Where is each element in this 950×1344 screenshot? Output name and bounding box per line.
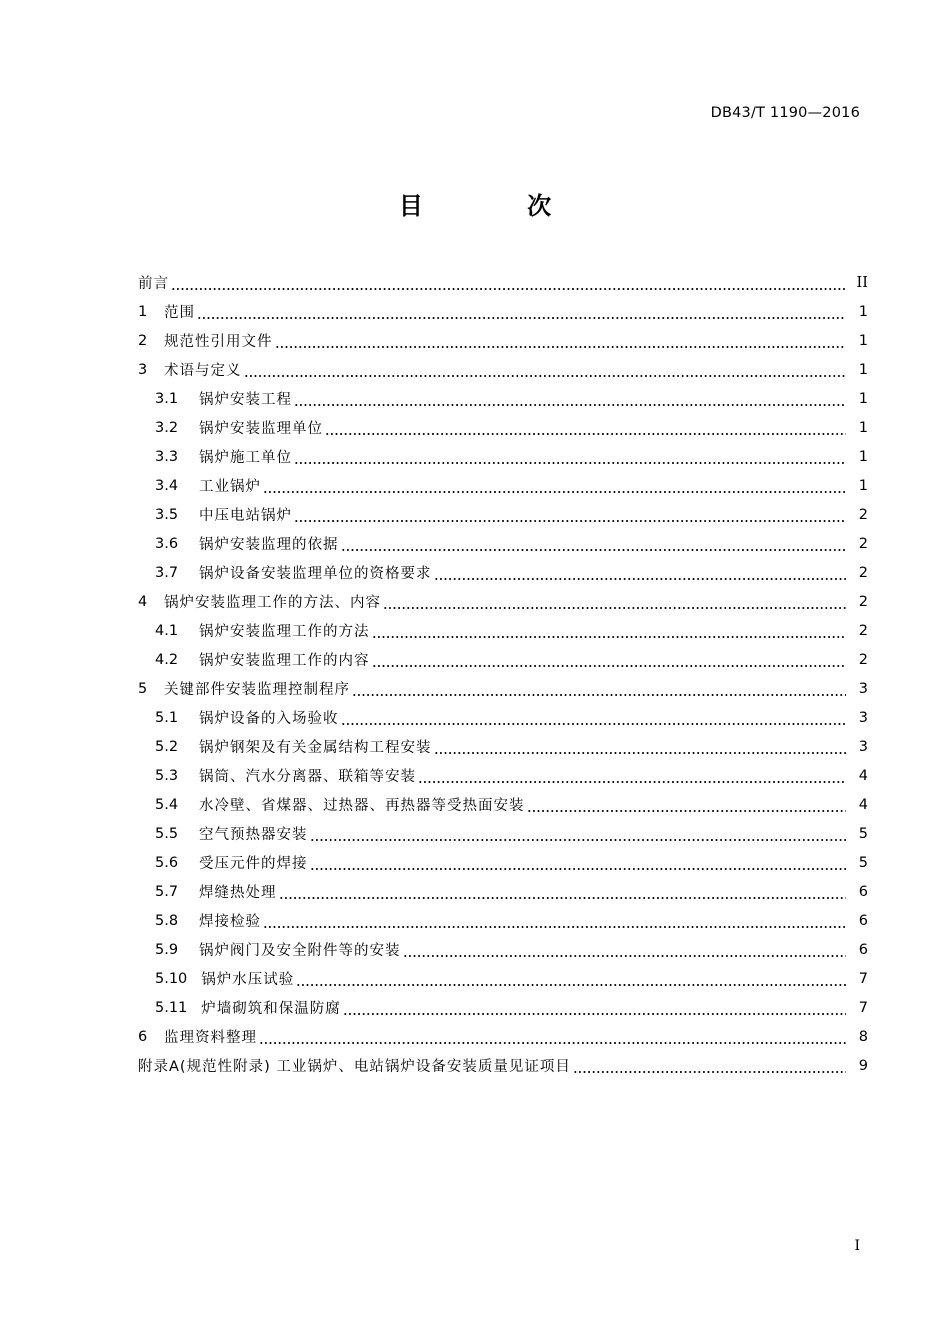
toc-entry-number: 5.7 [155,883,179,900]
toc-entry-number: 5.3 [155,767,179,784]
toc-entry-page: 1 [858,448,868,465]
toc-entry[interactable] [138,761,868,790]
dot-leader [341,537,847,551]
toc-entry-page: 2 [858,564,868,581]
toc-entry-page: 1 [858,303,868,320]
table-of-contents [138,268,868,1080]
toc-entry-label: 锅炉安装监理工作的内容 [199,653,370,669]
dot-leader [296,972,846,986]
toc-entry[interactable] [138,529,868,558]
toc-entry-page: 9 [858,1057,868,1074]
toc-entry-label: 锅炉设备安装监理单位的资格要求 [199,566,432,582]
toc-entry-label: 锅炉钢架及有关金属结构工程安装 [199,740,432,756]
dot-leader [294,450,846,464]
toc-entry-label: 中压电站锅炉 [199,508,292,524]
toc-entry[interactable] [138,645,868,674]
toc-entry-page: 3 [858,738,868,755]
toc-entry-number: 3.1 [155,390,179,407]
dot-leader [527,798,847,812]
toc-entry[interactable] [138,297,868,326]
toc-entry-page: 2 [858,506,868,523]
toc-entry-page: 4 [858,796,868,813]
dot-leader [310,827,847,841]
toc-entry[interactable] [138,500,868,529]
toc-entry[interactable] [138,1022,868,1051]
toc-entry-label: 水冷壁、省煤器、过热器、再热器等受热面安装 [199,798,525,814]
toc-entry-number: 1 [138,303,148,320]
toc-entry-page: 2 [858,651,868,668]
toc-entry[interactable] [138,732,868,761]
toc-entry-number: 5.1 [155,709,179,726]
page-number: I [854,1238,860,1254]
toc-entry-page: 1 [858,477,868,494]
toc-entry-page: 8 [858,1028,868,1045]
toc-entry-number: 5.10 [155,970,188,987]
toc-entry-page: 4 [858,767,868,784]
dot-leader [244,363,847,377]
toc-entry-number: 5.6 [155,854,179,871]
toc-entry-number: 2 [138,332,148,349]
toc-entry-label: 术语与定义 [164,363,242,379]
toc-entry-page: 1 [858,361,868,378]
toc-entry-page: 6 [858,941,868,958]
toc-entry-label: 焊缝热处理 [199,885,277,901]
toc-entry-label: 炉墙砌筑和保温防腐 [201,1001,341,1017]
dot-leader [573,1059,846,1073]
toc-entry[interactable] [138,819,868,848]
toc-entry[interactable] [138,935,868,964]
dot-leader [171,276,846,290]
toc-entry-label: 受压元件的焊接 [199,856,308,872]
toc-entry-number: 4.1 [155,622,179,639]
dot-leader [343,1001,846,1015]
toc-entry-label: 附录A(规范性附录) 工业锅炉、电站锅炉设备安装质量见证项目 [138,1059,571,1075]
toc-entry-label: 监理资料整理 [164,1030,257,1046]
toc-entry-number: 5.5 [155,825,179,842]
toc-entry-label: 锅炉阀门及安全附件等的安装 [199,943,401,959]
dot-leader [434,566,847,580]
toc-entry-label: 前言 [138,276,169,292]
toc-entry-page: 3 [858,709,868,726]
toc-entry-label: 锅炉安装监理的依据 [199,537,339,553]
dot-leader [325,421,846,435]
toc-entry-number: 3.6 [155,535,179,552]
dot-leader [434,740,847,754]
toc-entry[interactable] [138,355,868,384]
dot-leader [403,943,847,957]
toc-entry[interactable] [138,616,868,645]
toc-entry-number: 4 [138,593,148,610]
toc-entry[interactable] [138,790,868,819]
toc-entry-label: 规范性引用文件 [164,334,273,350]
toc-entry-number: 4.2 [155,651,179,668]
toc-entry-page: 1 [858,390,868,407]
toc-entry-number: 6 [138,1028,148,1045]
toc-entry[interactable] [138,964,868,993]
dot-leader [341,711,847,725]
toc-entry-page: 7 [858,970,868,987]
toc-entry-page: 3 [858,680,868,697]
toc-entry-page: II [856,274,868,291]
toc-entry-number: 3 [138,361,148,378]
toc-entry-page: 2 [858,593,868,610]
dot-leader [279,885,847,899]
toc-entry-label: 锅炉安装监理工作的方法 [199,624,370,640]
toc-entry[interactable] [138,848,868,877]
dot-leader [352,682,846,696]
toc-entry-page: 2 [858,535,868,552]
toc-entry-label: 工业锅炉 [199,479,261,495]
toc-entry-label: 锅炉施工单位 [199,450,292,466]
toc-entry-page: 1 [858,332,868,349]
toc-entry-label: 范围 [164,305,195,321]
toc-entry-label: 锅炉安装工程 [199,392,292,408]
toc-entry-number: 5.11 [155,999,188,1016]
toc-entry-number: 5.2 [155,738,179,755]
toc-entry-page: 5 [858,825,868,842]
toc-entry-number: 3.5 [155,506,179,523]
toc-entry-page: 7 [858,999,868,1016]
toc-entry-page: 5 [858,854,868,871]
toc-entry[interactable] [138,442,868,471]
toc-entry[interactable] [138,471,868,500]
toc-entry-label: 锅筒、汽水分离器、联箱等安装 [199,769,416,785]
toc-entry-page: 6 [858,912,868,929]
dot-leader [372,624,847,638]
toc-entry[interactable] [138,384,868,413]
toc-entry-number: 5 [138,680,148,697]
toc-entry[interactable] [138,993,868,1022]
toc-entry[interactable] [138,413,868,442]
toc-entry[interactable] [138,703,868,732]
dot-leader [383,595,846,609]
toc-entry-label: 锅炉安装监理单位 [199,421,323,437]
dot-leader [372,653,847,667]
toc-entry-number: 5.9 [155,941,179,958]
document-code: DB43/T 1190—2016 [710,105,860,121]
toc-entry-number: 3.7 [155,564,179,581]
toc-entry-label: 锅炉水压试验 [201,972,295,988]
toc-entry[interactable] [138,674,868,703]
toc-entry-page: 1 [858,419,868,436]
toc-entry[interactable] [138,587,868,616]
dot-leader [263,914,846,928]
dot-leader [310,856,847,870]
toc-entry[interactable] [138,877,868,906]
toc-entry-number: 5.4 [155,796,179,813]
toc-entry[interactable] [138,906,868,935]
dot-leader [294,392,846,406]
dot-leader [294,508,846,522]
toc-entry-number: 3.4 [155,477,179,494]
toc-entry-label: 焊接检验 [199,914,261,930]
dot-leader [259,1030,846,1044]
dot-leader [418,769,846,783]
toc-entry-page: 2 [858,622,868,639]
toc-entry[interactable] [138,268,868,297]
toc-entry-page: 6 [858,883,868,900]
toc-entry[interactable] [138,326,868,355]
toc-entry[interactable] [138,1051,868,1080]
dot-leader [275,334,847,348]
page-title: 目 次 [398,192,600,220]
toc-entry-number: 3.3 [155,448,179,465]
toc-entry-number: 5.8 [155,912,179,929]
toc-entry-label: 锅炉设备的入场验收 [199,711,339,727]
toc-entry-label: 关键部件安装监理控制程序 [164,682,350,698]
toc-entry-label: 空气预热器安装 [199,827,308,843]
toc-entry-number: 3.2 [155,419,179,436]
dot-leader [263,479,846,493]
toc-entry[interactable] [138,558,868,587]
toc-entry-label: 锅炉安装监理工作的方法、内容 [164,595,381,611]
dot-leader [197,305,846,319]
